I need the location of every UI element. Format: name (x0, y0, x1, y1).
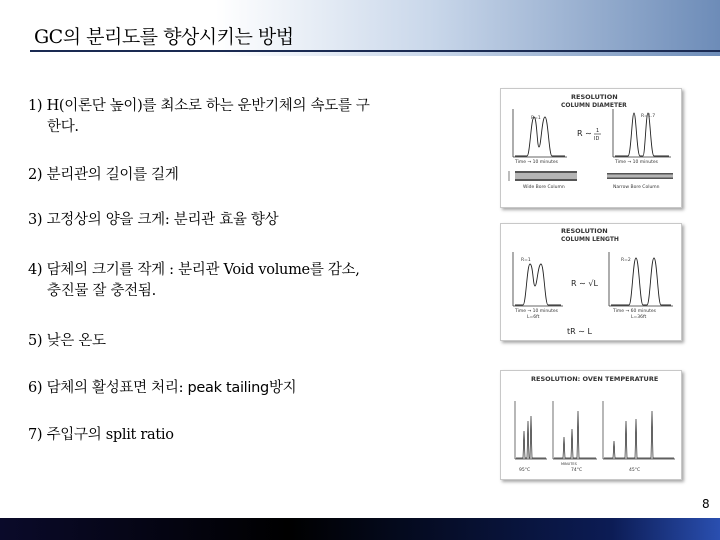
item-6-line-1c: 방지 (268, 380, 297, 396)
fig1-formula-num: 1 (596, 128, 600, 134)
fig1-formula-den: ID (594, 136, 600, 142)
fig1-formula: R ∼ (577, 129, 592, 138)
list-item-2 (28, 165, 179, 186)
fig2-time-left: Time → 10 minutes (515, 309, 559, 314)
fig2-len-right: L=36ft (631, 315, 647, 320)
fig2-r-left: R=1 (521, 258, 531, 263)
fig1-bore-left: Wide Bore Column (523, 185, 565, 190)
fig3-axis-label: MINUTES (561, 462, 577, 466)
item-2-line-1: 2) 분리관의 길이를 길게 (28, 167, 179, 183)
list-item-1 (28, 96, 370, 138)
fig2-len-left: L=6ft (527, 315, 540, 320)
fig3-temp-1: 95°C (519, 468, 531, 473)
fig3-temp-2: 74°C (571, 468, 583, 473)
fig1-time-right: Time → 10 minutes (615, 160, 659, 165)
fig3-temp-3: 45°C (629, 468, 641, 473)
fig1-r-right: R=1.7 (641, 114, 656, 119)
list-item-5 (28, 331, 106, 352)
fig1-bore-right: Narrow Bore Column (613, 185, 660, 190)
list-item-4 (28, 260, 360, 302)
item-4-line-2: 충진물 잘 충전됨. (47, 283, 156, 299)
item-3-line-1: 3) 고정상의 양을 크게: 분리관 효율 향상 (28, 212, 279, 228)
title-underline (30, 50, 720, 52)
item-7-line-1: 7) 주입구의 split ratio (28, 427, 174, 443)
fig2-heading-1: RESOLUTION (561, 227, 608, 235)
fig2-time-right: Time → 60 minutes (613, 309, 657, 314)
slide-title: GC의 분리도를 향상시키는 방법 (34, 26, 294, 48)
item-4-line-1: 4) 담체의 크기를 작게 : 분리관 Void volume를 감소, (28, 262, 360, 278)
item-6-line-1b: peak tailing (187, 380, 269, 396)
figure-oven-temperature (500, 370, 682, 480)
fig2-heading-2: COLUMN LENGTH (561, 236, 619, 243)
figure-column-diameter (500, 88, 682, 208)
fig2-tr-formula: tR ∼ L (567, 327, 592, 336)
list-item-3 (28, 210, 278, 231)
figure-column-length (500, 223, 682, 341)
fig1-heading-2: COLUMN DIAMETER (561, 102, 627, 109)
footer-bar (0, 518, 720, 540)
fig2-formula: R ∼ √L (571, 279, 598, 288)
item-6-line-1a: 6) 담체의 활성표면 처리: (28, 380, 188, 396)
fig1-r-left: R=1 (531, 116, 541, 121)
fig2-r-right: R=2 (621, 258, 631, 263)
page-number: 8 (702, 497, 710, 511)
item-1-line-2: 한다. (47, 119, 79, 135)
item-1-line-1: 1) H(이론단 높이)를 최소로 하는 운반기체의 속도를 구 (28, 98, 370, 114)
list-item-7 (28, 425, 174, 446)
fig1-heading-1: RESOLUTION (571, 93, 618, 101)
item-5-line-1: 5) 낮은 온도 (28, 333, 106, 349)
fig1-time-left: Time → 10 minutes (515, 160, 559, 165)
fig3-heading: RESOLUTION: OVEN TEMPERATURE (531, 375, 659, 383)
list-item-6 (28, 378, 296, 399)
